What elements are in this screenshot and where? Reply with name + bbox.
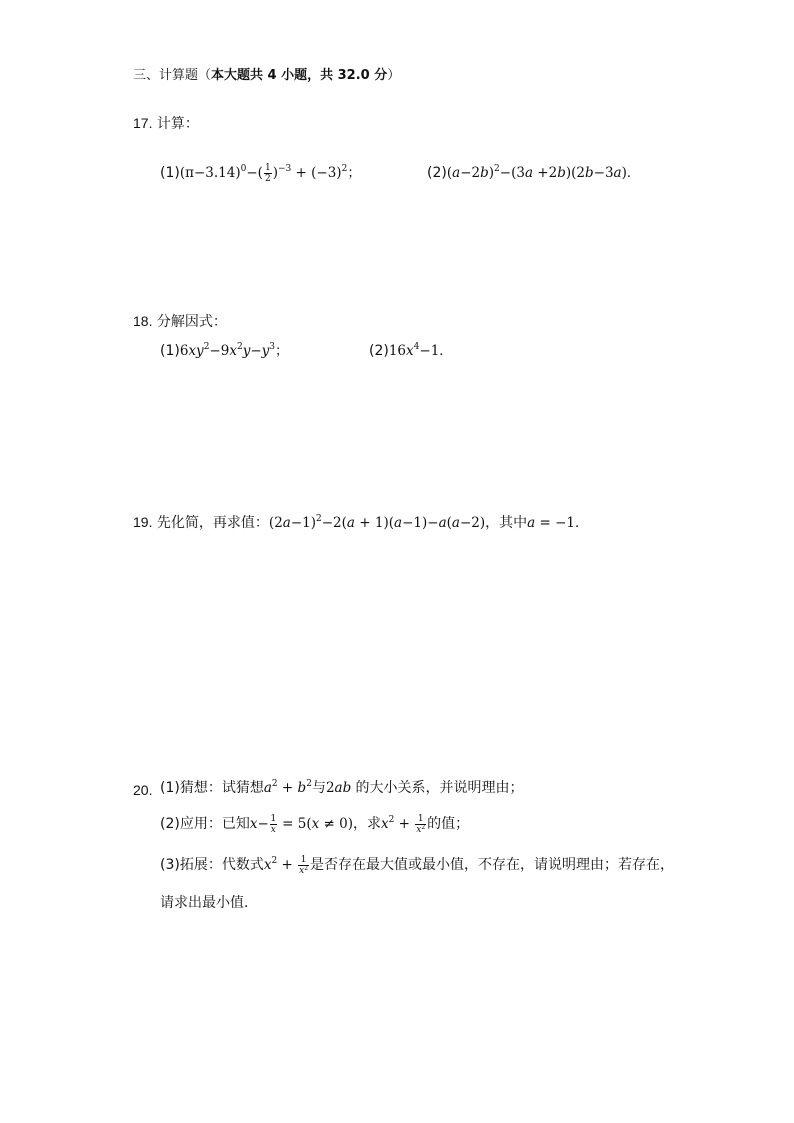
section-title-bold: 本大题共 4 小题，共 32.0 分 [211,68,388,83]
question-20-part-3-line-2 [160,893,258,913]
part-label: (2) [369,343,389,359]
question-stem: 分解因式： [156,314,227,330]
part-label: (3)拓展：代数式 [160,857,264,873]
question-18-stem [133,311,227,332]
question-19 [133,512,589,533]
question-18-part-2 [369,341,453,361]
part-label: (2)应用：已知 [160,816,250,832]
math-expression: $(2a-1)^2-2(a + 1)(a-1)-a(a-2)$ [268,514,486,531]
part-label: (2) [427,165,447,181]
question-number: 19. [133,514,153,530]
question-20-part-2 [160,814,469,835]
section-title-prefix: 三、计算题（ [133,68,212,83]
math-expression: $x^2$ + $\frac{1}{x^2}$ [263,855,309,876]
question-17-stem [133,113,199,134]
section-title-suffix: ） [387,68,401,83]
question-17-part-1 [160,163,361,184]
question-number: 18. [133,313,153,329]
question-number: 17. [133,115,153,131]
part-label: (1)猜想：试猜想 [160,780,264,796]
question-20-part-1 [160,778,524,798]
math-expression: $(\pi-3.14)^0-$( $\frac{1}{2}$ )$^{-3} + (-3)^2$； [179,163,361,184]
part-mid: 与 [311,780,326,796]
part-tail: 的值； [427,816,470,832]
question-tail: ，其中 [485,515,528,531]
question-17-part-2 [427,163,640,183]
part-label: (1) [160,343,180,359]
section-heading [133,66,400,86]
part-tail: 的大小关系，并说明理由； [355,780,524,796]
question-stem: 计算： [156,116,199,132]
math-expression: $16x^4-1$． [388,342,453,359]
math-expression: $(a-2b)^2-(3a +2b)(2b-3a)$． [446,164,641,181]
question-number: 20. [133,782,153,798]
math-expression: $6xy^2-9x^2y-y^3$； [179,342,289,359]
question-18-part-1 [160,341,289,361]
math-expression: $a^2 + b^2$ [263,779,312,796]
math-condition: a = −1． [527,515,589,531]
math-expression: 2ab [325,780,352,796]
part-tail: 是否存在最大值或最小值，不存在，请说明理由；若存在， [310,857,675,873]
part-label: (1) [160,165,180,181]
question-stem: 先化简，再求值： [156,515,269,531]
math-expression: $x^2$ + $\frac{1}{x^2}$ [380,814,426,835]
part-line: 请求出最小值． [160,895,258,911]
question-20-number [133,780,152,801]
question-20-part-3 [160,855,674,876]
math-expression: x− $\frac{1}{x}$ = 5(x ≠ 0) [249,814,353,835]
part-mid: ，求 [352,816,381,832]
